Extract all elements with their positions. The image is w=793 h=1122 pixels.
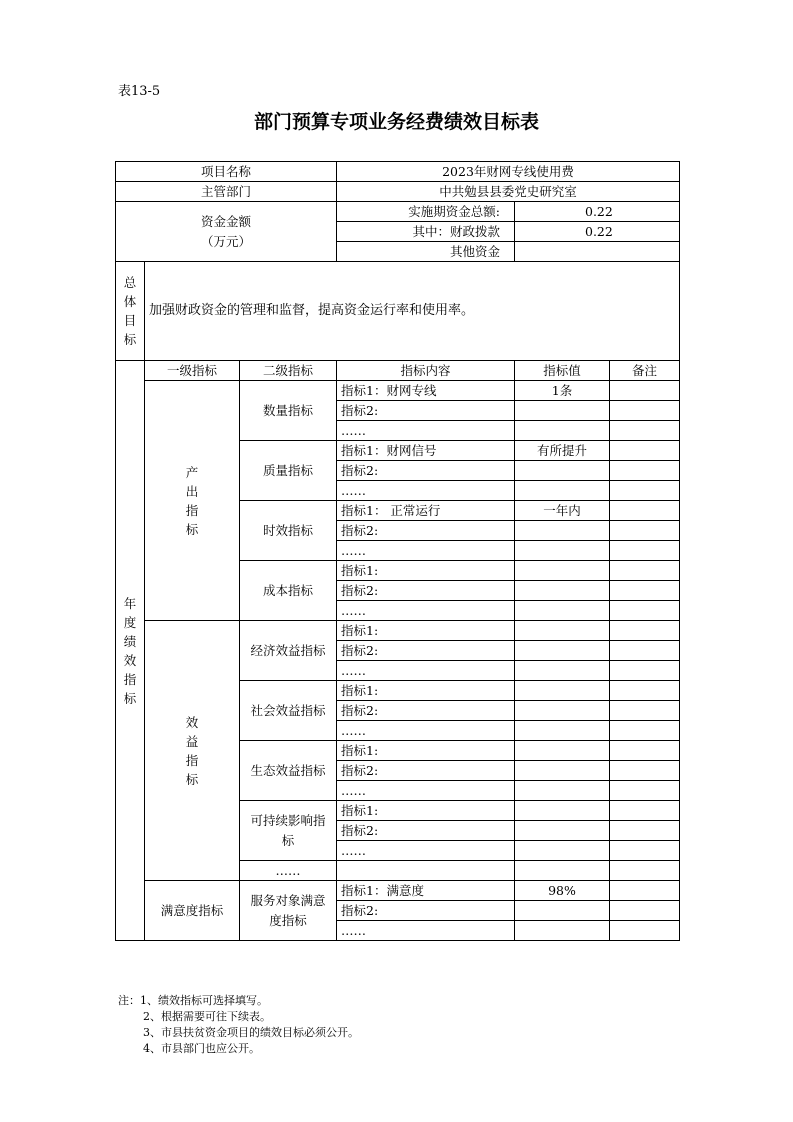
annual-indicator-label [116, 361, 145, 941]
indicator-content: 指标2: [337, 401, 515, 421]
output-indicator-label [145, 381, 240, 621]
indicator-remark [610, 681, 680, 701]
benefit-indicator-label [145, 621, 240, 881]
funds-label-line1: 资金金额 [200, 213, 251, 229]
indicator-row [116, 621, 680, 641]
funds-total-label: 实施期资金总额: [337, 202, 515, 222]
indicator-value [515, 761, 610, 781]
funds-row [116, 202, 680, 222]
indicator-remark [610, 881, 680, 901]
indicator-content: 指标1: [337, 561, 515, 581]
overall-char: 总 [123, 275, 137, 290]
funds-fiscal-label: 其中：财政拨款 [337, 222, 515, 242]
notes [118, 993, 359, 1057]
dept-label: 主管部门 [116, 182, 337, 202]
indicator-value [515, 701, 610, 721]
benefit-indicator-label-char: 效 [185, 714, 199, 730]
indicator-remark [610, 481, 680, 501]
form-number: 表13-5 [118, 84, 161, 99]
indicator-remark [610, 761, 680, 781]
indicator-value [515, 461, 610, 481]
indicator-content: 指标2: [337, 461, 515, 481]
indicator-content: …… [337, 421, 515, 441]
indicator-content: …… [337, 781, 515, 801]
indicator-remark [610, 641, 680, 661]
header-remark: 备注 [610, 361, 680, 381]
indicator-value [515, 421, 610, 441]
indicator-value [515, 601, 610, 621]
funds-label [116, 202, 337, 262]
overall-char: 目 [123, 313, 137, 328]
indicator-remark [610, 721, 680, 741]
indicator-content: 指标2: [337, 761, 515, 781]
indicator-value [515, 401, 610, 421]
funds-label-line2: （万元） [200, 233, 251, 249]
indicator-value [515, 781, 610, 801]
funds-other-value [515, 242, 680, 262]
indicator-content: 指标1: [337, 621, 515, 641]
indicator-value [515, 741, 610, 761]
indicator-value [515, 801, 610, 821]
indicator-value [515, 821, 610, 841]
benefit-indicator-label-char: 标 [185, 771, 199, 787]
header-level1: 一级指标 [145, 361, 240, 381]
indicator-content: …… [337, 721, 515, 741]
output-indicator-label-char: 产 [185, 464, 199, 480]
output-indicator-label-char: 指 [185, 502, 199, 518]
indicator-value [515, 861, 610, 881]
indicator-content: 指标1: [337, 741, 515, 761]
annual-char: 效 [123, 652, 137, 668]
indicator-content: …… [337, 661, 515, 681]
overall-goal-text: 加强财政资金的管理和监督，提高资金运行率和使用率。 [145, 262, 680, 361]
output-indicator-label-char: 标 [185, 521, 199, 537]
indicator-value [515, 481, 610, 501]
indicator-remark [610, 821, 680, 841]
indicator-content: …… [337, 921, 515, 941]
indicator-value [515, 841, 610, 861]
dept-value: 中共勉县县委党史研究室 [337, 182, 680, 202]
indicator-remark [610, 901, 680, 921]
indicator-content [337, 861, 515, 881]
output-indicator-label-char: 出 [185, 483, 199, 499]
indicator-remark [610, 861, 680, 881]
note-item: 4、市县部门也应公开。 [143, 1042, 260, 1055]
annual-char: 年 [123, 595, 137, 611]
indicator-remark [610, 841, 680, 861]
overall-char: 标 [123, 332, 137, 347]
note-item: 2、根据需要可往下续表。 [143, 1010, 271, 1023]
indicator-remark [610, 661, 680, 681]
indicator-remark [610, 781, 680, 801]
header-level2: 二级指标 [240, 361, 337, 381]
indicator-value [515, 621, 610, 641]
indicator-remark [610, 741, 680, 761]
indicator-value [515, 561, 610, 581]
funds-fiscal-value: 0.22 [515, 222, 680, 242]
indicator-remark [610, 461, 680, 481]
indicator-header-row [116, 361, 680, 381]
project-name-row [116, 162, 680, 182]
indicator-value [515, 541, 610, 561]
indicator-content: 指标1：财网信号 [337, 441, 515, 461]
indicator-row [116, 381, 680, 401]
dept-row [116, 182, 680, 202]
indicator-row [116, 881, 680, 901]
project-name-label: 项目名称 [116, 162, 337, 182]
indicator-content: …… [337, 841, 515, 861]
indicator-content: …… [337, 601, 515, 621]
indicator-content: 指标1: [337, 801, 515, 821]
indicator-content: 指标1：财网专线 [337, 381, 515, 401]
indicator-remark [610, 701, 680, 721]
overall-goal-label [116, 262, 145, 361]
annual-char: 度 [123, 614, 137, 630]
indicator-value [515, 721, 610, 741]
indicator-value [515, 521, 610, 541]
indicator-value [515, 581, 610, 601]
project-name-value: 2023年财网专线使用费 [337, 162, 680, 182]
indicator-value: 1条 [515, 381, 610, 401]
level2-more: …… [240, 861, 337, 881]
indicator-remark [610, 541, 680, 561]
indicator-remark [610, 921, 680, 941]
indicator-value [515, 641, 610, 661]
indicator-value [515, 681, 610, 701]
indicator-content: 指标1： 正常运行 [337, 501, 515, 521]
level2-name: 生态效益指标 [240, 741, 337, 801]
indicator-remark [610, 501, 680, 521]
funds-other-label: 其他资金 [337, 242, 515, 262]
indicator-value [515, 661, 610, 681]
indicator-remark [610, 381, 680, 401]
indicator-remark [610, 561, 680, 581]
indicator-content: 指标2: [337, 901, 515, 921]
indicator-remark [610, 581, 680, 601]
level2-name: 经济效益指标 [240, 621, 337, 681]
indicator-value: 有所提升 [515, 441, 610, 461]
annual-char: 标 [123, 690, 137, 706]
indicator-content: 指标2: [337, 701, 515, 721]
header-value: 指标值 [515, 361, 610, 381]
funds-total-value: 0.22 [515, 202, 680, 222]
indicator-value [515, 901, 610, 921]
level2-name: 时效指标 [240, 501, 337, 561]
performance-target-table [115, 161, 680, 941]
note-item: 3、市县扶贫资金项目的绩效目标必须公开。 [143, 1026, 359, 1039]
indicator-value: 一年内 [515, 501, 610, 521]
level2-name: 社会效益指标 [240, 681, 337, 741]
note-item: 注：1、绩效指标可选择填写。 [118, 994, 268, 1007]
indicator-value [515, 921, 610, 941]
satisfaction-label: 满意度指标 [145, 881, 240, 941]
header-content: 指标内容 [337, 361, 515, 381]
indicator-remark [610, 621, 680, 641]
benefit-indicator-label-char: 指 [185, 752, 199, 768]
indicator-remark [610, 421, 680, 441]
indicator-content: 指标2: [337, 521, 515, 541]
indicator-remark [610, 801, 680, 821]
indicator-content: 指标2: [337, 581, 515, 601]
overall-char: 体 [123, 294, 137, 309]
level2-name: 数量指标 [240, 381, 337, 441]
benefit-indicator-label-char: 益 [185, 733, 199, 749]
indicator-content: 指标2: [337, 641, 515, 661]
indicator-content: …… [337, 481, 515, 501]
indicator-content: 指标1: [337, 681, 515, 701]
overall-goal-row [116, 262, 680, 361]
level2-name: 可持续影响指标 [240, 801, 337, 861]
indicator-content: 指标1：满意度 [337, 881, 515, 901]
annual-char: 绩 [123, 633, 137, 649]
indicator-remark [610, 401, 680, 421]
indicator-content: …… [337, 541, 515, 561]
page-title: 部门预算专项业务经费绩效目标表 [253, 111, 539, 133]
satisfaction-group: 服务对象满意度指标 [240, 881, 337, 941]
indicator-content: 指标2: [337, 821, 515, 841]
indicator-remark [610, 601, 680, 621]
annual-char: 指 [123, 671, 137, 687]
level2-name: 质量指标 [240, 441, 337, 501]
indicator-value: 98% [515, 881, 610, 901]
level2-name: 成本指标 [240, 561, 337, 621]
indicator-remark [610, 521, 680, 541]
indicator-remark [610, 441, 680, 461]
